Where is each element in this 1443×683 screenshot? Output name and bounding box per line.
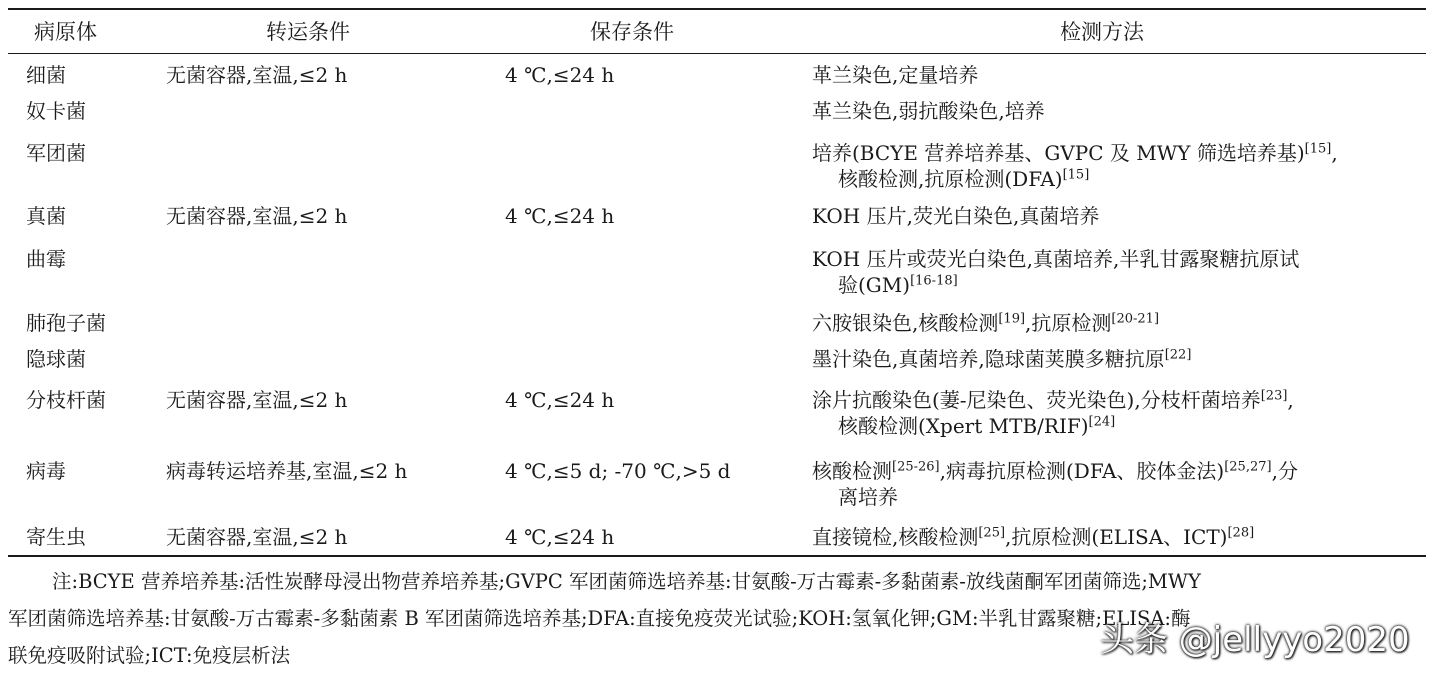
table-note-line-1: 注:BCYE 营养培养基:活性炭酵母浸出物营养培养基;GVPC 军团菌筛选培养基:甘氨酸-万古霉素-多黏菌素-放线菌酮军团菌筛选;MWY <box>52 570 1201 593</box>
table-cell-method: KOH 压片,荧光白染色,真菌培养 <box>812 204 1100 228</box>
table-cell-storage: 4 ℃,≤5 d; -70 ℃,>5 d <box>505 459 731 483</box>
table-cell-pathogen: 寄生虫 <box>26 525 86 549</box>
table-cell-pathogen: 真菌 <box>26 204 66 228</box>
header-pathogen: 病原体 <box>34 20 97 44</box>
table-note-line-2: 军团菌筛选培养基:甘氨酸-万古霉素-多黏菌素 B 军团菌筛选培养基;DFA:直接免疫荧光试验;KOH:氢氧化钾;GM:半乳甘露聚糖;ELISA:酶 <box>8 607 1191 630</box>
table-cell-method: 六胺银染色,核酸检测[19],抗原检测[20-21] <box>812 311 1160 335</box>
table-cell-pathogen: 细菌 <box>26 63 66 87</box>
table-cell-method: 直接镜检,核酸检测[25],抗原检测(ELISA、ICT)[28] <box>812 525 1255 549</box>
table-cell-storage: 4 ℃,≤24 h <box>505 63 615 87</box>
table-cell-method: 革兰染色,定量培养 <box>812 63 979 87</box>
table-cell-pathogen: 曲霉 <box>26 247 66 271</box>
table-cell-transport: 无菌容器,室温,≤2 h <box>166 388 348 412</box>
table-bottom-rule <box>8 555 1426 557</box>
header-storage: 保存条件 <box>590 20 674 44</box>
table-cell-method: 涂片抗酸染色(萋-尼染色、荧光染色),分枝杆菌培养[23], 核酸检测(Xpert MTB/RIF)[24] <box>812 388 1294 438</box>
table-cell-method: 培养(BCYE 营养培养基、GVPC 及 MWY 筛选培养基)[15], 核酸检测,抗原检测(DFA)[15] <box>812 141 1338 191</box>
table-cell-method: KOH 压片或荧光白染色,真菌培养,半乳甘露聚糖抗原试 验(GM)[16-18] <box>812 247 1300 297</box>
table-cell-pathogen: 军团菌 <box>26 141 86 165</box>
table-cell-pathogen: 分枝杆菌 <box>26 388 106 412</box>
table-note-line-3: 联免疫吸附试验;ICT:免疫层析法 <box>8 644 291 667</box>
table-cell-method: 核酸检测[25-26],病毒抗原检测(DFA、胶体金法)[25,27],分 离培养 <box>812 459 1298 509</box>
table-cell-storage: 4 ℃,≤24 h <box>505 204 615 228</box>
header-method: 检测方法 <box>1060 20 1144 44</box>
table-header-rule <box>8 53 1426 54</box>
table-cell-pathogen: 隐球菌 <box>26 347 86 371</box>
header-transport: 转运条件 <box>266 20 350 44</box>
table-cell-storage: 4 ℃,≤24 h <box>505 388 615 412</box>
table-cell-transport: 无菌容器,室温,≤2 h <box>166 63 348 87</box>
table-cell-pathogen: 肺孢子菌 <box>26 311 106 335</box>
table-cell-transport: 病毒转运培养基,室温,≤2 h <box>166 459 408 483</box>
watermark: 头条 @jellyyo2020 <box>1100 620 1410 660</box>
table-cell-transport: 无菌容器,室温,≤2 h <box>166 204 348 228</box>
table-cell-method: 墨汁染色,真菌培养,隐球菌荚膜多糖抗原[22] <box>812 347 1192 371</box>
table-top-rule <box>8 8 1426 10</box>
table-cell-transport: 无菌容器,室温,≤2 h <box>166 525 348 549</box>
table-cell-pathogen: 病毒 <box>26 459 66 483</box>
table-cell-method: 革兰染色,弱抗酸染色,培养 <box>812 99 1045 123</box>
table-cell-pathogen: 奴卡菌 <box>26 99 86 123</box>
table-cell-storage: 4 ℃,≤24 h <box>505 525 615 549</box>
